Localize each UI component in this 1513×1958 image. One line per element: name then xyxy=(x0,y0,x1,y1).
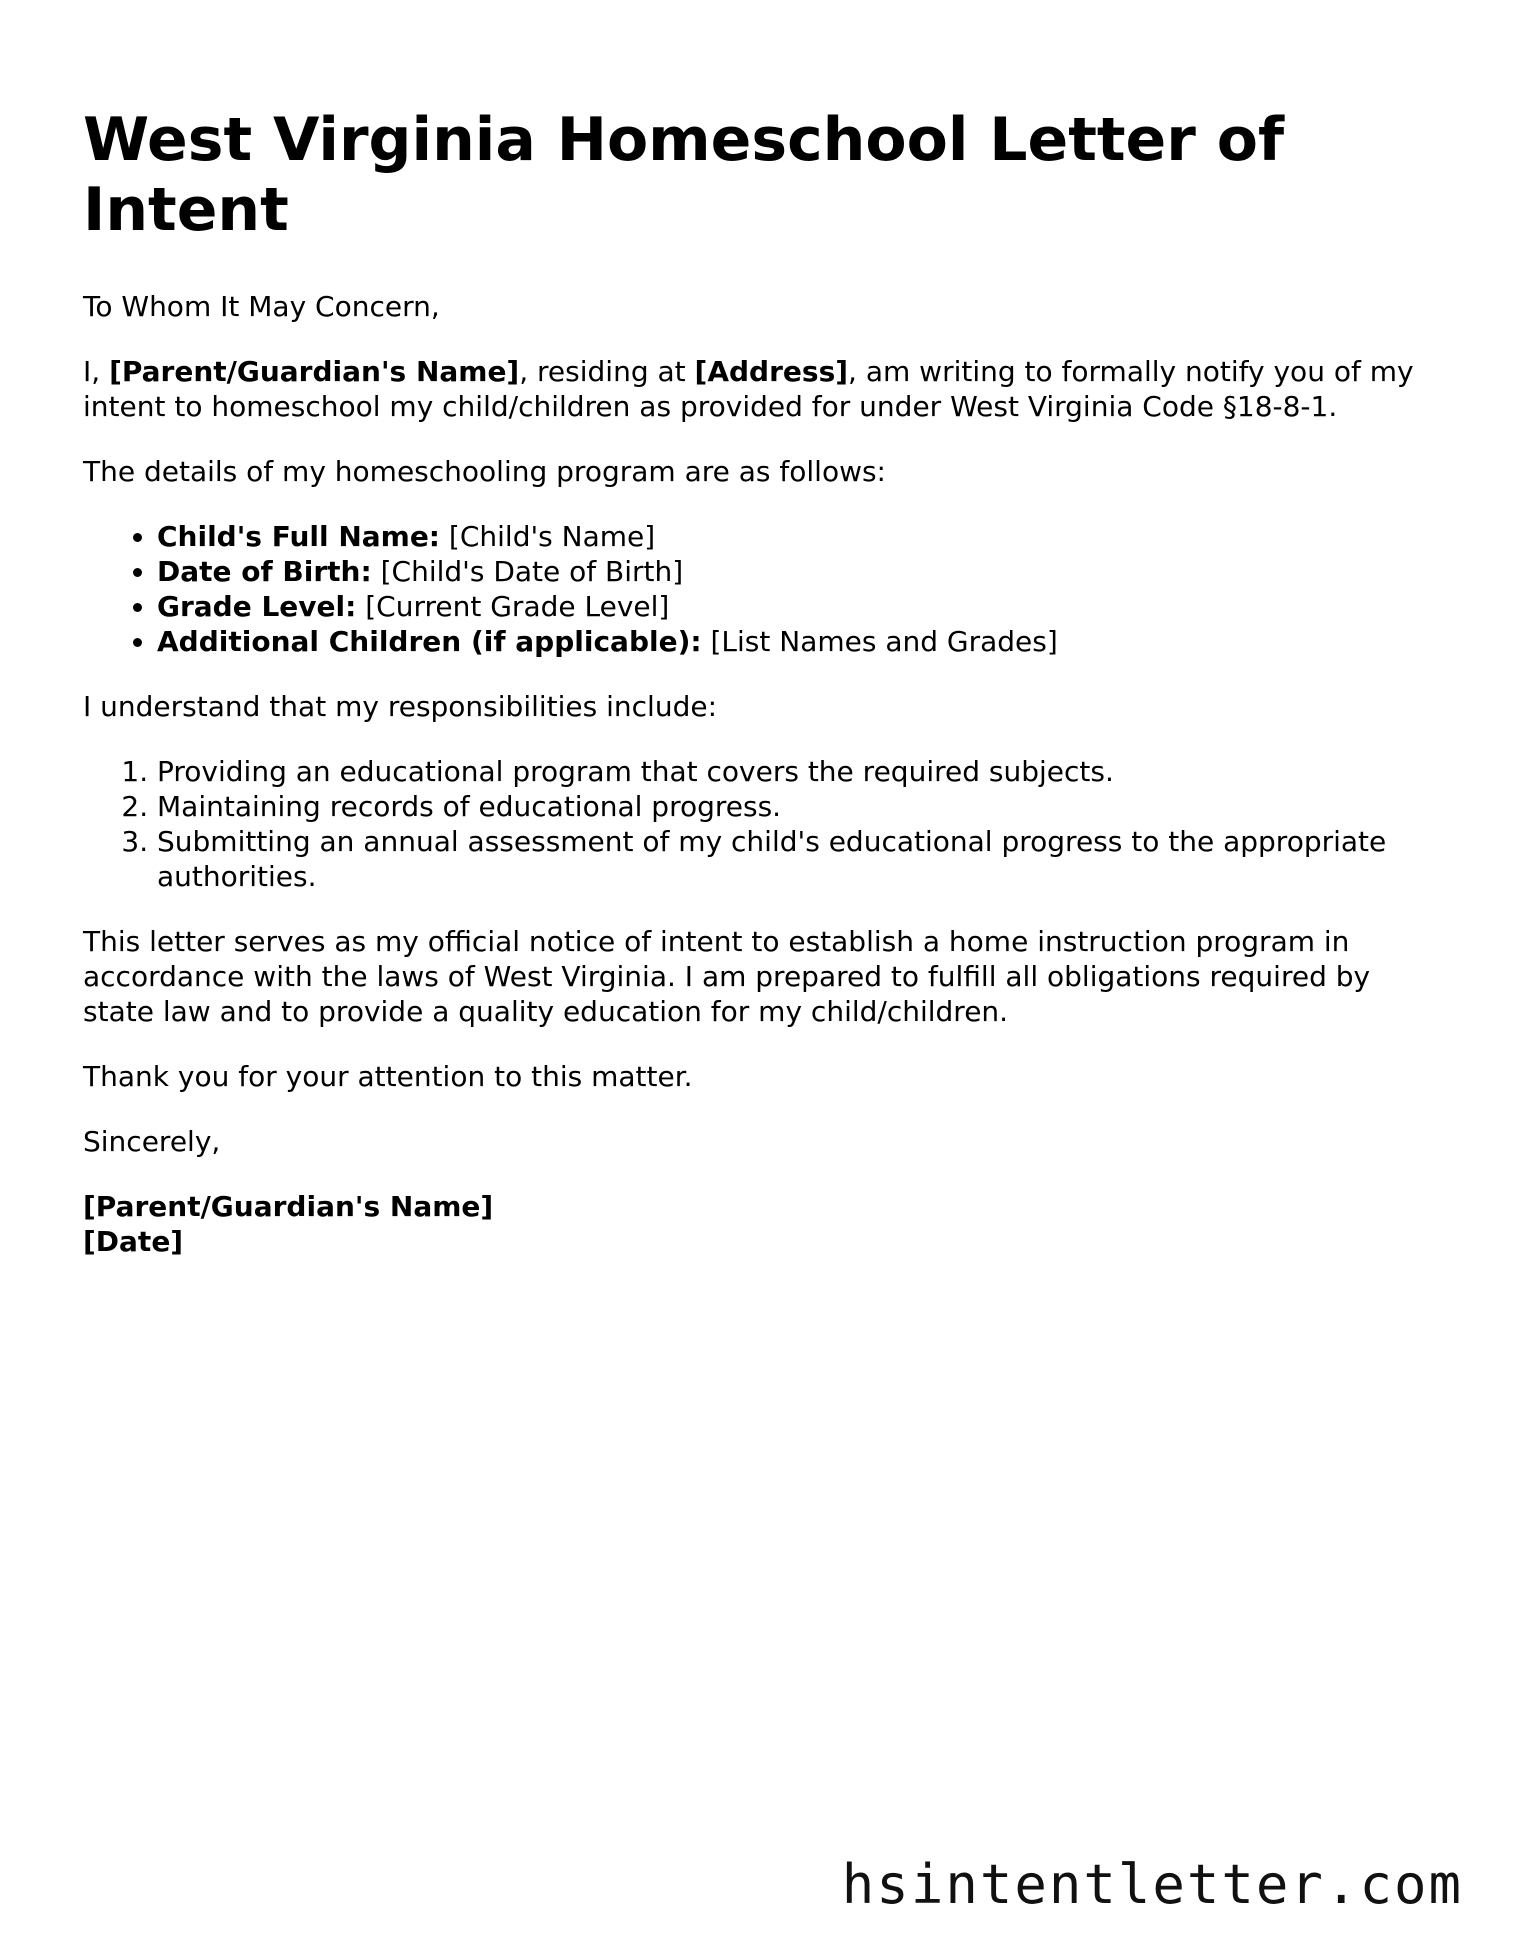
detail-value: [Child's Name] xyxy=(440,520,656,553)
page-title: West Virginia Homeschool Letter of Intent xyxy=(83,105,1285,245)
responsibilities-intro: I understand that my responsibilities include: xyxy=(83,690,718,723)
signature-date: [Date] xyxy=(83,1225,184,1258)
detail-value: [Child's Date of Birth] xyxy=(371,555,684,588)
salutation: To Whom It May Concern, xyxy=(83,290,440,323)
closing: Sincerely, xyxy=(83,1125,221,1158)
list-item xyxy=(157,624,1428,659)
detail-value: [List Names and Grades] xyxy=(701,625,1058,658)
details-intro: The details of my homeschooling program are as follows: xyxy=(83,455,886,488)
parent-name-placeholder: [Parent/Guardian's Name] xyxy=(109,355,520,388)
list-item: 3. Submitting an annual assessment of my child's educational progress to the appropriate authorities. xyxy=(157,824,1428,894)
thanks-paragraph: Thank you for your attention to this matter. xyxy=(83,1060,693,1093)
intro-paragraph xyxy=(83,354,1428,424)
detail-value: [Current Grade Level] xyxy=(356,590,670,623)
letter-page xyxy=(83,105,1428,1259)
list-item: 2. Maintaining records of educational progress. xyxy=(157,789,1428,824)
watermark: hsintentletter.com xyxy=(841,1853,1463,1916)
list-item xyxy=(157,519,1428,554)
detail-label: Grade Level: xyxy=(157,590,357,623)
intro-text-1: I, xyxy=(83,355,110,388)
notice-paragraph: This letter serves as my official notice of intent to establish a home instruction program in accordance with the laws of West Virginia. I am prepared to fulfill all obligations required by state law and to provide a quality education for my child/children. xyxy=(83,925,1371,1028)
list-item xyxy=(157,554,1428,589)
address-placeholder: [Address] xyxy=(694,355,849,388)
detail-label: Child's Full Name: xyxy=(157,520,441,553)
responsibilities-list xyxy=(83,754,1428,894)
signature-name: [Parent/Guardian's Name] xyxy=(83,1190,494,1223)
intro-text-3: , am writing to formally notify you of my intent to homeschool my child/children as provided for under West Virginia Code §18-8-1. xyxy=(83,355,1414,423)
detail-label: Date of Birth: xyxy=(157,555,372,588)
details-list xyxy=(83,519,1428,659)
list-item: 1. Providing an educational program that covers the required subjects. xyxy=(157,754,1428,789)
list-item xyxy=(157,589,1428,624)
detail-label: Additional Children (if applicable): xyxy=(157,625,702,658)
intro-text-2: , residing at xyxy=(519,355,695,388)
